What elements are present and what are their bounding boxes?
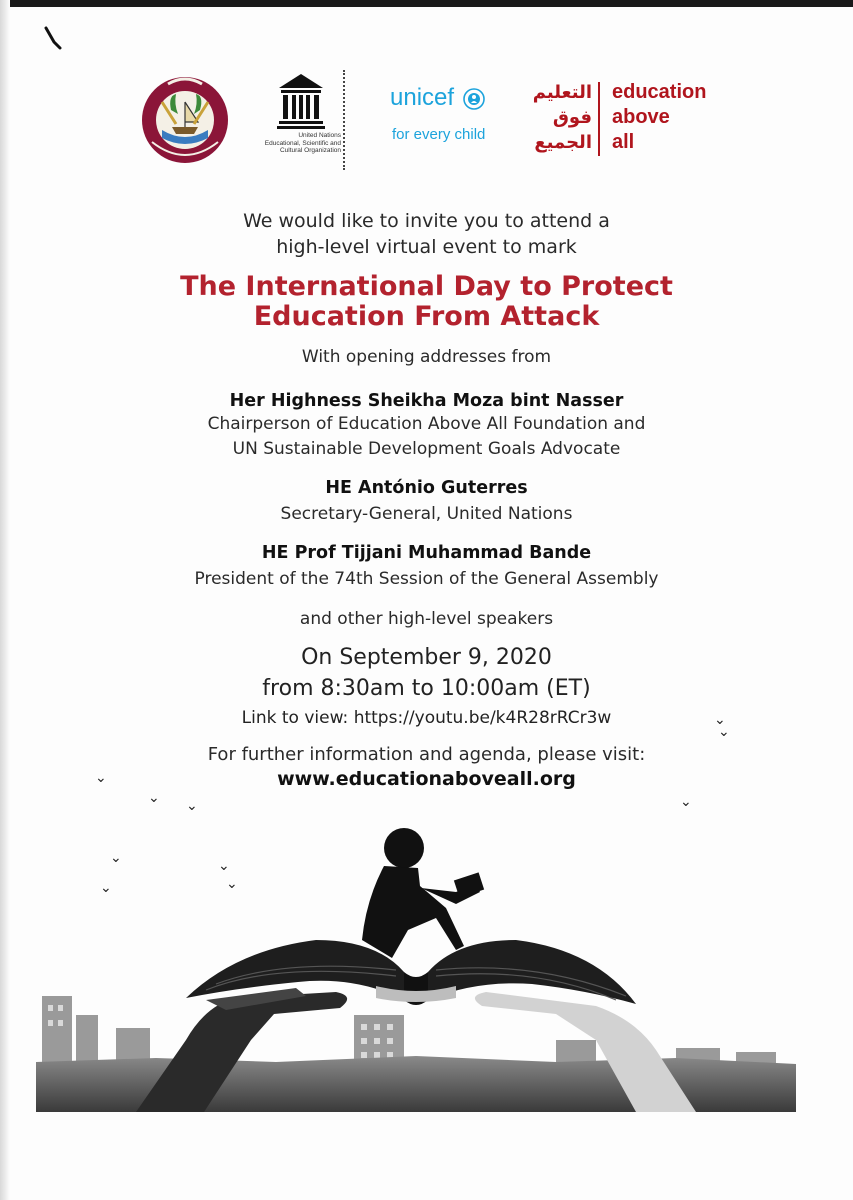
speaker-name: HE Prof Tijjani Muhammad Bande xyxy=(261,543,592,563)
eaa-arabic-line: فوق xyxy=(552,107,592,128)
invitation-intro xyxy=(0,208,853,260)
info-text: For further information and agenda, please visit: xyxy=(207,744,646,765)
event-title-line: The International Day to Protect xyxy=(180,271,673,302)
unesco-caption-line: Cultural Organization xyxy=(279,147,341,154)
unesco-temple-icon xyxy=(275,72,327,130)
eaa-english-line: above xyxy=(612,106,670,128)
eaa-english-wordmark xyxy=(612,80,706,155)
unesco-logo xyxy=(245,70,349,170)
logo-divider xyxy=(343,70,349,170)
corner-mark-icon xyxy=(42,24,64,52)
bird-icon: ⌄ xyxy=(110,850,122,866)
unesco-caption-line: United Nations xyxy=(298,132,341,139)
bird-icon: ⌄ xyxy=(148,790,160,806)
eaa-divider xyxy=(598,82,600,156)
bird-icon: ⌄ xyxy=(680,794,692,810)
eaa-english-line: all xyxy=(612,131,635,153)
child-reading-illustration xyxy=(36,800,796,1112)
invitation-line: high-level virtual event to mark xyxy=(276,236,577,258)
invitation-line: We would like to invite you to attend a xyxy=(243,210,610,232)
scan-edge-shadow xyxy=(0,0,10,1200)
unicef-tagline: for every child xyxy=(392,126,486,143)
education-above-all-logo xyxy=(530,80,710,160)
speaker-role: Chairperson of Education Above All Foundation and xyxy=(207,414,646,434)
bird-icon: ⌄ xyxy=(718,724,730,740)
speaker-name: HE António Guterres xyxy=(325,478,528,498)
opening-addresses-label: With opening addresses from xyxy=(301,347,552,367)
video-link[interactable]: Link to view: https://youtu.be/k4R28rRCr3w xyxy=(241,708,612,728)
event-title-line: Education From Attack xyxy=(253,301,600,332)
bird-icon: ⌄ xyxy=(95,770,107,786)
unesco-caption-line: Educational, Scientific and xyxy=(264,139,341,147)
scan-top-border xyxy=(0,0,853,7)
eaa-english-line: education xyxy=(612,81,707,103)
speaker-role: UN Sustainable Development Goals Advocate xyxy=(232,439,621,459)
bird-icon: ⌄ xyxy=(100,880,112,896)
unesco-caption xyxy=(245,132,341,155)
eaa-arabic-line: التعليم xyxy=(532,82,592,103)
event-title xyxy=(0,272,853,332)
bird-icon: ⌄ xyxy=(714,712,726,728)
website-link[interactable]: www.educationaboveall.org xyxy=(277,768,576,790)
bird-icon: ⌄ xyxy=(218,858,230,874)
unicef-wordmark: unicef xyxy=(390,84,455,111)
speaker-role: President of the 74th Session of the General Assembly xyxy=(194,569,659,589)
unicef-globe-icon xyxy=(463,88,485,110)
other-speakers-note: and other high-level speakers xyxy=(299,609,554,629)
speaker-role: Secretary-General, United Nations xyxy=(280,504,573,524)
eaa-arabic-line: الجميع xyxy=(534,132,592,153)
unicef-logo xyxy=(388,84,503,150)
state-of-qatar-emblem xyxy=(138,72,232,164)
event-time: from 8:30am to 10:00am (ET) xyxy=(262,676,591,701)
bird-icon: ⌄ xyxy=(226,876,238,892)
speaker-name: Her Highness Sheikha Moza bint Nasser xyxy=(229,391,624,411)
event-date: On September 9, 2020 xyxy=(301,645,552,670)
eaa-arabic-wordmark xyxy=(530,80,592,155)
bird-icon: ⌄ xyxy=(186,798,198,814)
